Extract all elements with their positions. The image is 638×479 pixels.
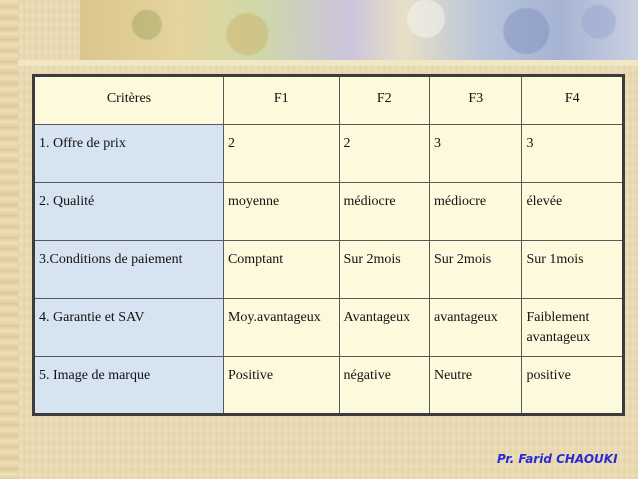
value-cell: moyenne (223, 183, 339, 241)
value-cell: médiocre (339, 183, 429, 241)
criterion-cell: 4. Garantie et SAV (34, 299, 224, 357)
value-cell: Comptant (223, 241, 339, 299)
header-f1: F1 (223, 76, 339, 125)
table-row (34, 357, 624, 415)
table-row (34, 299, 624, 357)
value-cell: 3 (429, 125, 521, 183)
value-cell: positive (522, 357, 624, 415)
header-f4: F4 (522, 76, 624, 125)
criterion-cell: 1. Offre de prix (34, 125, 224, 183)
value-cell: 3 (522, 125, 624, 183)
value-cell: 2 (339, 125, 429, 183)
banner-divider (18, 60, 638, 66)
value-cell: médiocre (429, 183, 521, 241)
author-signature: Pr. Farid CHAOUKI (497, 452, 618, 466)
value-cell: Moy.avantageux (223, 299, 339, 357)
value-cell: 2 (223, 125, 339, 183)
header-criteres: Critères (34, 76, 224, 125)
value-cell: Sur 1mois (522, 241, 624, 299)
left-texture-strip (0, 0, 18, 479)
value-cell: négative (339, 357, 429, 415)
value-cell: Positive (223, 357, 339, 415)
criterion-cell: 3.Conditions de paiement (34, 241, 224, 299)
value-cell: Neutre (429, 357, 521, 415)
value-cell: Sur 2mois (429, 241, 521, 299)
criteria-table (32, 74, 625, 416)
header-f3: F3 (429, 76, 521, 125)
table-row (34, 241, 624, 299)
value-cell: Avantageux (339, 299, 429, 357)
header-f2: F2 (339, 76, 429, 125)
table-row (34, 125, 624, 183)
decorative-banner-image (80, 0, 638, 62)
criterion-cell: 5. Image de marque (34, 357, 224, 415)
value-cell: Faiblement avantageux (522, 299, 624, 357)
table-header-row (34, 76, 624, 125)
value-cell: avantageux (429, 299, 521, 357)
value-cell: élevée (522, 183, 624, 241)
table-row (34, 183, 624, 241)
value-cell: Sur 2mois (339, 241, 429, 299)
criterion-cell: 2. Qualité (34, 183, 224, 241)
